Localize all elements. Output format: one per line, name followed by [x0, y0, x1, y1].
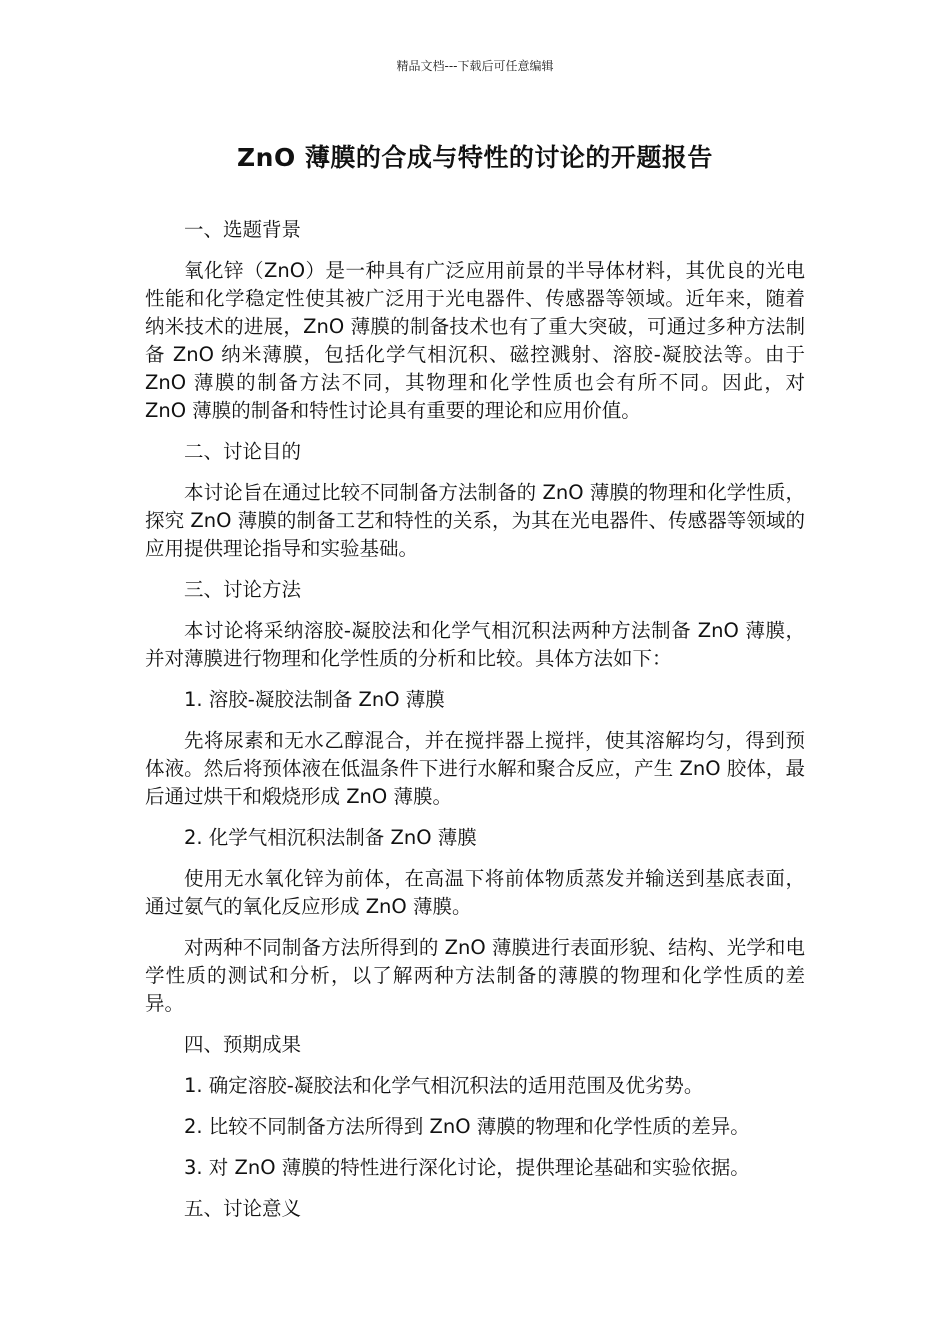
expected-result-item-1: 1. 确定溶胶-凝胶法和化学气相沉积法的适用范围及优劣势。	[184, 1074, 704, 1097]
paragraph-cvd: 使用无水氧化锌为前体，在高温下将前体物质蒸发并输送到基底表面，通过氨气的氧化反应形成 ZnO 薄膜。	[145, 867, 805, 918]
section-heading-background: 一、选题背景	[184, 218, 302, 241]
method-item-cvd: 2. 化学气相沉积法制备 ZnO 薄膜	[184, 826, 477, 849]
expected-result-item-3: 3. 对 ZnO 薄膜的特性进行深化讨论，提供理论基础和实验依据。	[184, 1156, 750, 1179]
section-heading-method: 三、讨论方法	[184, 578, 302, 601]
page-header: 精品文档---下载后可任意编辑	[396, 59, 554, 73]
paragraph-method-analysis: 对两种不同制备方法所得到的 ZnO 薄膜进行表面形貌、结构、光学和电学性质的测试和分析，以了解两种方法制备的薄膜的物理和化学性质的差异。	[145, 936, 805, 1015]
section-heading-expected-results: 四、预期成果	[184, 1033, 302, 1056]
section-heading-significance: 五、讨论意义	[184, 1197, 302, 1220]
paragraph-sol-gel: 先将尿素和无水乙醇混合，并在搅拌器上搅拌，使其溶解均匀，得到预体液。然后将预体液在低温条件下进行水解和聚合反应，产生 ZnO 胶体，最后通过烘干和煅烧形成 ZnO 薄膜。	[145, 729, 805, 808]
paragraph-method-intro: 本讨论将采纳溶胶-凝胶法和化学气相沉积法两种方法制备 ZnO 薄膜，并对薄膜进行物理和化学性质的分析和比较。具体方法如下：	[145, 619, 805, 670]
section-heading-purpose: 二、讨论目的	[184, 440, 302, 463]
document-body	[145, 216, 805, 1236]
method-item-sol-gel: 1. 溶胶-凝胶法制备 ZnO 薄膜	[184, 688, 445, 711]
paragraph-purpose: 本讨论旨在通过比较不同制备方法制备的 ZnO 薄膜的物理和化学性质，探究 ZnO 薄膜的制备工艺和特性的关系，为其在光电器件、传感器等领域的应用提供理论指导和实验基础。	[145, 481, 805, 560]
expected-result-item-2: 2. 比较不同制备方法所得到 ZnO 薄膜的物理和化学性质的差异。	[184, 1115, 750, 1138]
paragraph-background: 氧化锌（ZnO）是一种具有广泛应用前景的半导体材料，其优良的光电性能和化学稳定性使其被广泛用于光电器件、传感器等领域。近年来，随着纳米技术的进展，ZnO 薄膜的制备技术也有了重大突破，可通过多种方法制备 ZnO 纳米薄膜，包括化学气相沉积、磁控溅射、溶胶-凝胶法等。由于 ZnO 薄膜的制备方法不同，其物理和化学性质也会有所不同。因此，对 ZnO 薄膜的制备和特性讨论具有重要的理论和应用价值。	[145, 259, 805, 422]
document-title: ZnO 薄膜的合成与特性的讨论的开题报告	[237, 143, 713, 172]
